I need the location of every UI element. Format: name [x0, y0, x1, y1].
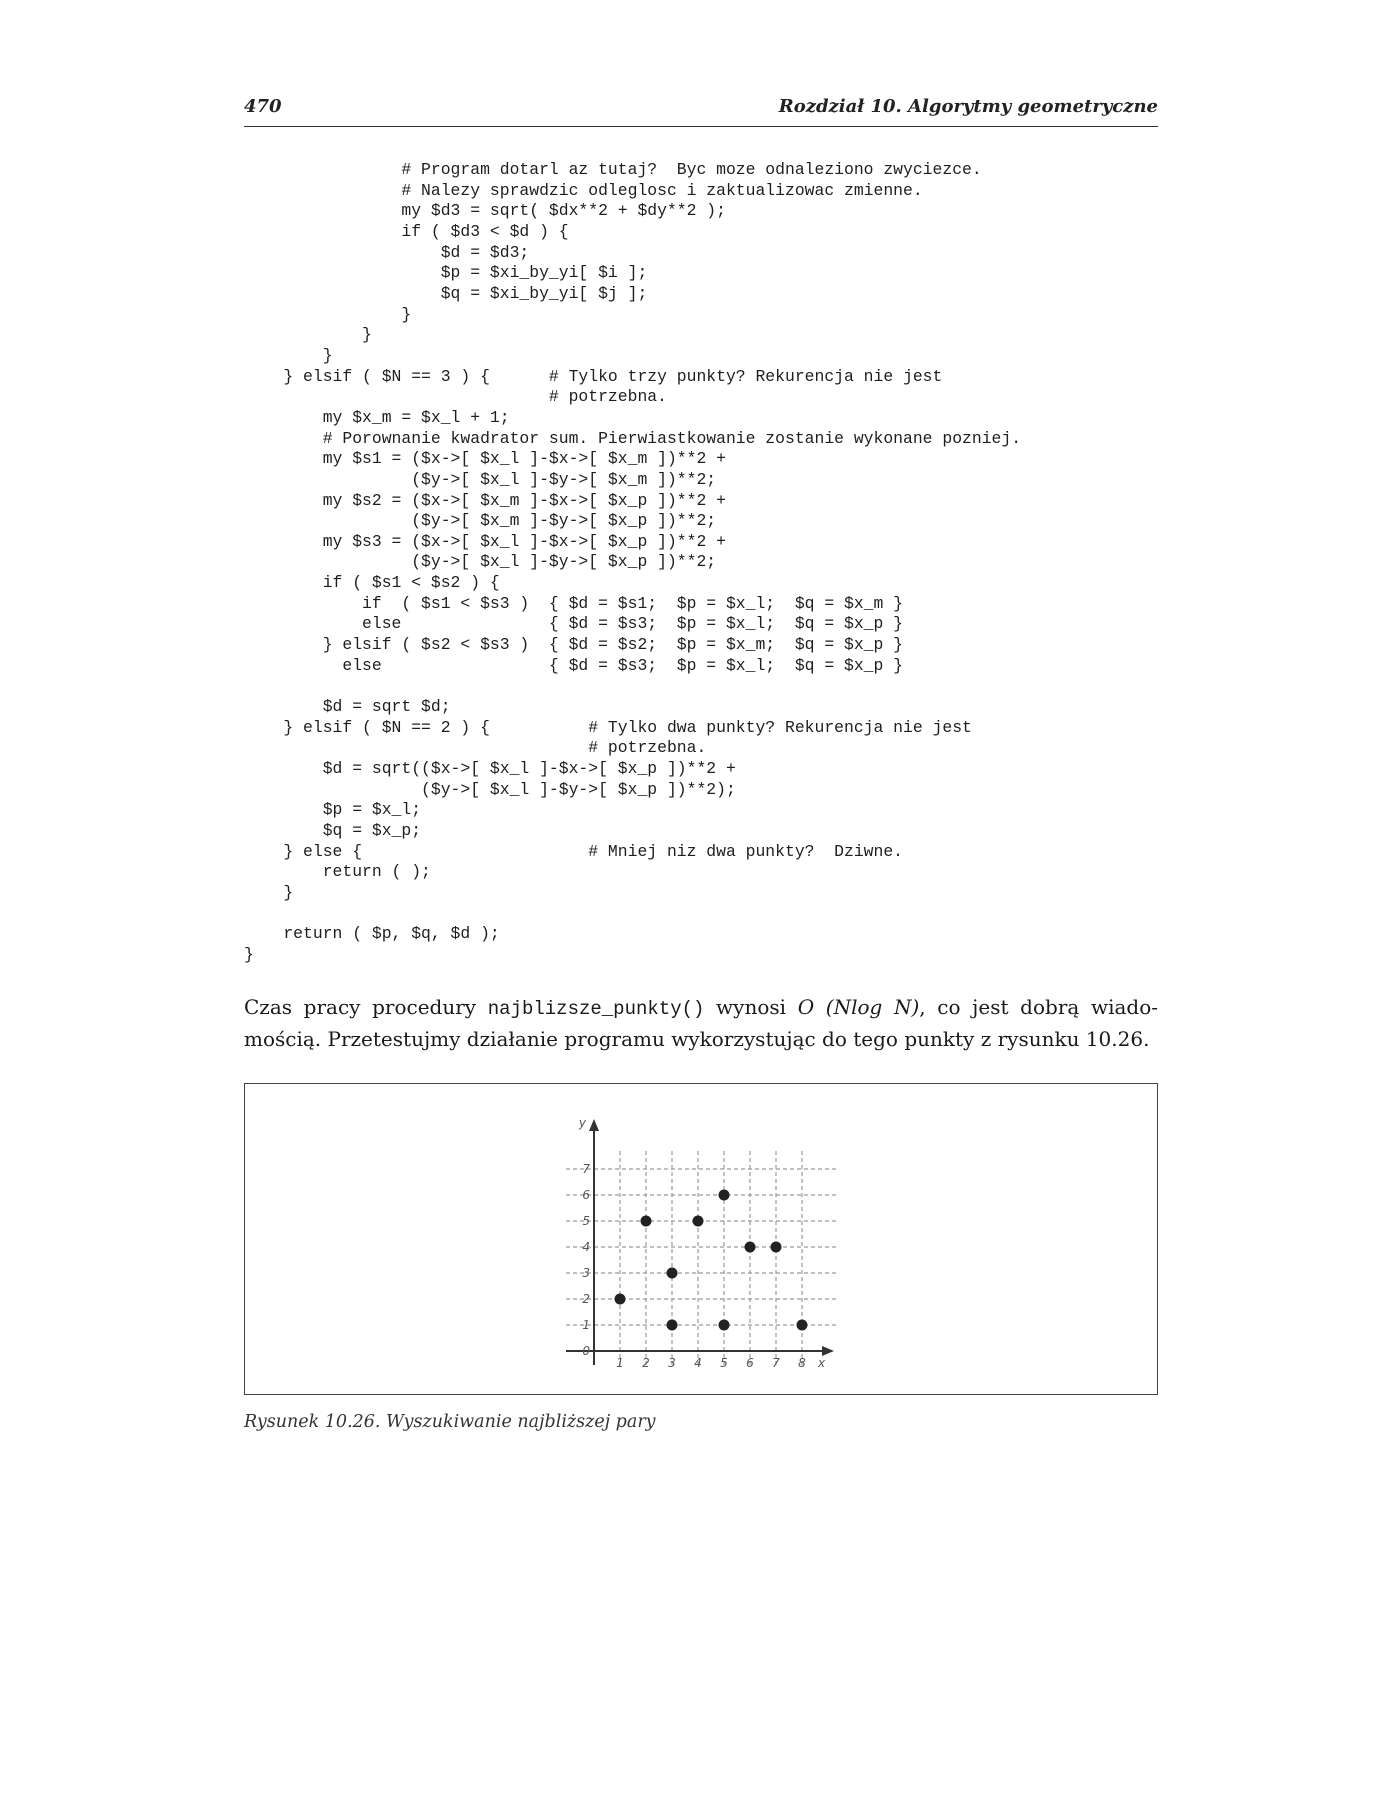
code-line: else { $d = $s3; $p = $x_l; $q = $x_p } [362, 614, 904, 634]
code-line: # Program dotarl az tutaj? Byc moze odnaleziono zwyciezce. [401, 160, 982, 179]
code-line: my $s1 = ($x->[ $x_l ]-$x->[ $x_m ])**2 + [322, 449, 726, 469]
body-paragraph [244, 992, 1158, 1054]
data-point [693, 1216, 704, 1227]
code-line: $d = sqrt $d; [322, 697, 451, 717]
code-line: # Porownanie kwadrator sum. Pierwiastkowanie zostanie wykonane pozniej. [322, 428, 1022, 448]
code-line: } [244, 944, 254, 964]
code-line: $p = $x_l; [322, 800, 422, 820]
data-point [719, 1190, 730, 1201]
code-line: my $d3 = sqrt( $dx**2 + $dy**2 ); [401, 201, 726, 221]
code-line: return ( ); [322, 862, 431, 882]
y-tick-label: 4 [582, 1240, 590, 1254]
y-tick-label: 1 [582, 1318, 590, 1332]
code-line: $p = $xi_by_yi[ $i ]; [440, 263, 648, 283]
function-name: najblizsze_punkty() [487, 998, 705, 1020]
data-point [667, 1268, 678, 1279]
data-point [641, 1216, 652, 1227]
data-point [797, 1320, 808, 1331]
page-header [244, 94, 1158, 127]
data-point [667, 1320, 678, 1331]
paragraph-text-3: , co jest dobrą wiadomością. Przetestujmy działanie programu wykorzystując do tego punkty z rysunku 10.26. [244, 995, 1159, 1051]
code-line: ($y->[ $x_l ]-$y->[ $x_p ])**2; [411, 552, 717, 572]
paragraph-text-2: wynosi [704, 995, 798, 1019]
x-tick-label: 7 [772, 1356, 780, 1370]
paragraph-text-1: Czas pracy procedury [244, 995, 488, 1019]
y-tick-label: 3 [582, 1266, 590, 1280]
y-tick-label: 5 [582, 1214, 590, 1228]
code-line: } elsif ( $N == 2 ) { # Tylko dwa punkty? Rekurencja nie jest [283, 717, 972, 737]
y-tick-label: 7 [582, 1162, 590, 1176]
code-line: my $s3 = ($x->[ $x_l ]-$x->[ $x_p ])**2 + [322, 531, 726, 551]
x-tick-label: 4 [694, 1356, 702, 1370]
code-listing [244, 160, 1204, 966]
code-line: } elsif ( $s2 < $s3 ) { $d = $s2; $p = $x_m; $q = $x_p } [322, 635, 904, 655]
x-tick-label: 8 [798, 1356, 806, 1370]
code-line: ($y->[ $x_l ]-$y->[ $x_m ])**2; [411, 469, 717, 489]
x-tick-label: 6 [746, 1356, 754, 1370]
figure-caption: Rysunek 10.26. Wyszukiwanie najbliższej pary [244, 1412, 656, 1432]
y-axis-arrow [589, 1119, 599, 1131]
code-line: } [362, 325, 372, 345]
running-head: Rozdział 10. Algorytmy geometryczne [778, 96, 1158, 117]
data-point [719, 1320, 730, 1331]
y-tick-label: 6 [582, 1188, 590, 1202]
y-tick-label: 0 [582, 1344, 590, 1358]
page-number: 470 [244, 96, 282, 117]
code-line: # Nalezy sprawdzic odleglosc i zaktualizowac zmienne. [401, 180, 923, 200]
code-line: $d = $d3; [440, 242, 530, 262]
x-tick-label: 2 [642, 1356, 650, 1370]
x-tick-label: 3 [668, 1356, 676, 1370]
code-line: } [283, 882, 294, 902]
data-point [771, 1242, 782, 1253]
code-line: # potrzebna. [588, 738, 707, 758]
code-line: ($y->[ $x_m ]-$y->[ $x_p ])**2; [411, 511, 717, 531]
x-tick-label: 1 [616, 1356, 624, 1370]
x-tick-label: 5 [720, 1356, 728, 1370]
x-axis-arrow [822, 1346, 834, 1356]
code-line: my $s2 = ($x->[ $x_m ]-$x->[ $x_p ])**2 + [322, 490, 726, 510]
code-line: $q = $x_p; [322, 821, 422, 840]
code-line: else { $d = $s3; $p = $x_l; $q = $x_p } [342, 655, 904, 675]
code-line: } [322, 345, 333, 365]
code-line: return ( $p, $q, $d ); [283, 924, 500, 944]
y-axis-label: y [578, 1116, 586, 1130]
code-line: $q = $xi_by_yi[ $j ]; [440, 283, 648, 303]
code-line: if ( $s1 < $s2 ) { [322, 573, 500, 593]
data-point [745, 1242, 756, 1253]
data-point [615, 1294, 626, 1305]
code-line: my $x_m = $x_l + 1; [322, 407, 510, 427]
code-line: # potrzebna. [548, 387, 667, 407]
complexity-notation: O (Nlog N) [797, 995, 920, 1019]
figure-frame [244, 1083, 1158, 1395]
code-line: if ( $s1 < $s3 ) { $d = $s1; $p = $x_l; $q = $x_m } [362, 593, 904, 613]
y-tick-label: 2 [582, 1292, 590, 1306]
code-line: } else { # Mniej niz dwa punkty? Dziwne. [283, 841, 904, 861]
x-axis-label: x [818, 1356, 826, 1370]
scatter-chart [245, 1084, 1156, 1393]
code-line: $d = sqrt(($x->[ $x_l ]-$x->[ $x_p ])**2 + [322, 759, 736, 779]
code-line: } [401, 304, 412, 324]
code-line: ($y->[ $x_l ]-$y->[ $x_p ])**2); [421, 779, 736, 799]
code-line: if ( $d3 < $d ) { [401, 221, 569, 241]
code-line: } elsif ( $N == 3 ) { # Tylko trzy punkty? Rekurencja nie jest [283, 366, 943, 386]
